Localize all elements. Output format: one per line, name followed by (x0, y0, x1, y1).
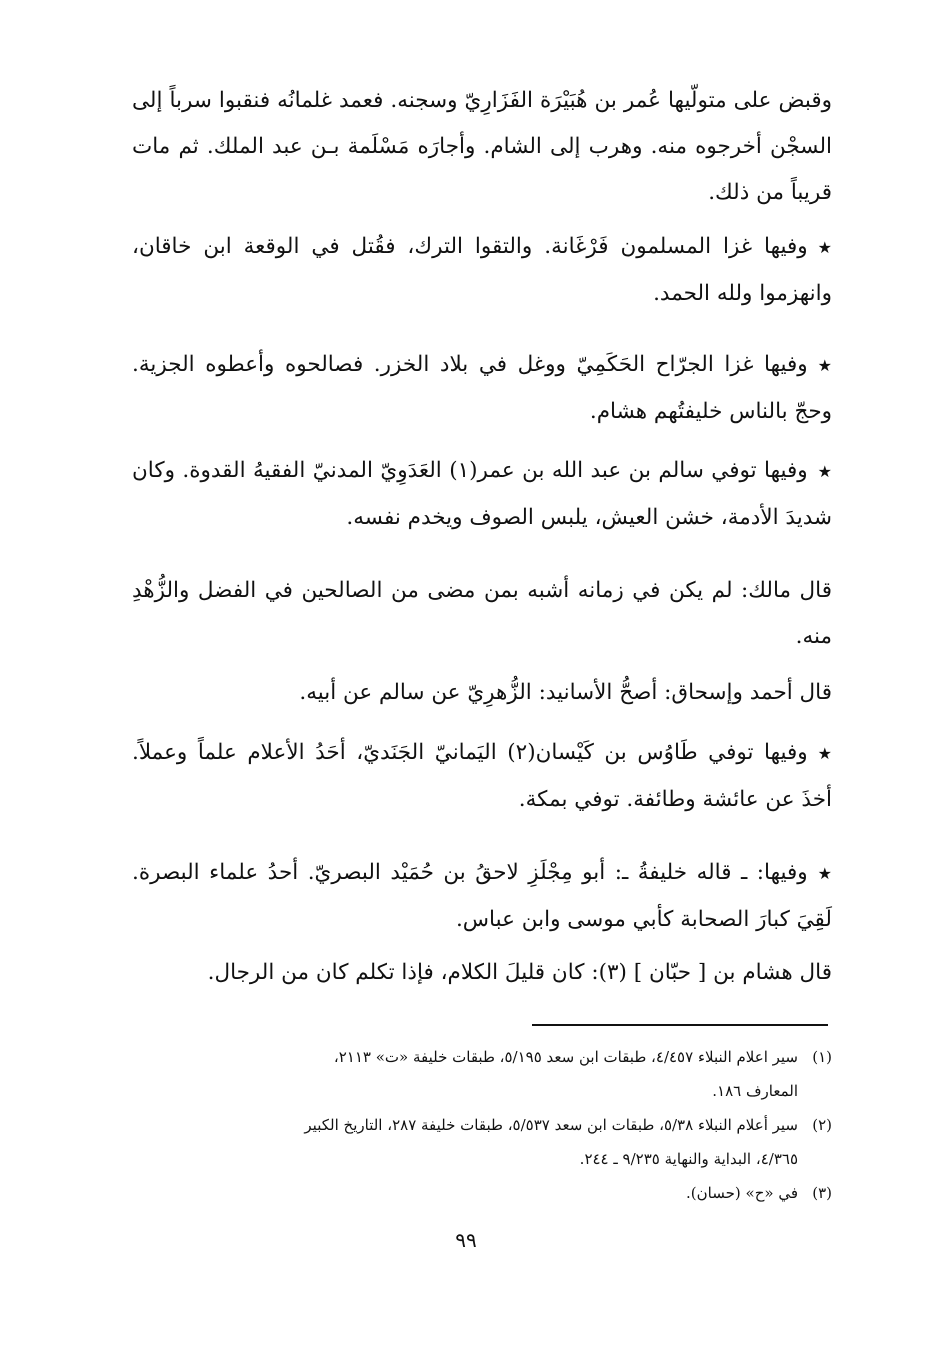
footnote-line (132, 1176, 832, 1210)
paragraph-text: قال هشام بن [ حبّان ] (٣): كان قليلَ الكلام، فإذا تكلم كان من الرجال. (207, 960, 832, 985)
footnote-continuation: المعارف ١٨٦. (712, 1082, 798, 1100)
footnote-text: في «ح» (حسان). (686, 1184, 798, 1202)
footnote-2 (132, 1108, 832, 1176)
paragraph-4 (132, 448, 832, 541)
paragraph-text: وفيها توفي سالم بن عبد الله بن عمر(١) العَدَوِيّ المدنيّ الفقيهُ القدوة. وكان شديدَ الأدمة، خشن العيش، يلبس الصوف ويخدم نفسه. (132, 458, 832, 530)
footnote-text: سير اعلام النبلاء ٤/٤٥٧، طبقات ابن سعد ٥/١٩٥، طبقات خليفة «ت» ٢١١٣، (333, 1048, 798, 1066)
paragraph-9 (132, 950, 868, 996)
paragraph-7 (132, 730, 832, 823)
footnote-line (132, 1040, 832, 1074)
footnote-number: (١) (812, 1048, 832, 1066)
footnote-continuation: ٤/٣٦٥، البداية والنهاية ٩/٢٣٥ ـ ٢٤٤. (579, 1150, 798, 1168)
footnote-line (132, 1108, 832, 1142)
paragraph-1 (132, 78, 832, 216)
paragraph-8 (132, 850, 832, 943)
footnote-text: سير أعلام النبلاء ٥/٣٨، طبقات ابن سعد ٥/٥٣٧، طبقات خليفة ٢٨٧، التاريخ الكبير (304, 1116, 798, 1134)
paragraph-6 (132, 670, 868, 716)
footnote-divider (532, 1024, 828, 1026)
footnote-number: (٣) (812, 1184, 832, 1202)
paragraph-2 (132, 224, 832, 317)
page-number: ٩٩ (455, 1228, 477, 1252)
paragraph-text: وقبض على متولّيها عُمر بن هُبَيْرَة الفَزَارِيّ وسجنه. فعمد غلمانُه فنقبوا سرباً إلى السجْن أخرجوه منه. وهرب إلى الشام. وأجارَه مَسْلَمة بـن عبد الملك. ثم مات قريباً من ذلك. (132, 88, 832, 205)
footnote-1 (132, 1040, 832, 1108)
paragraph-text: وفيها: ـ قاله خليفةُ ـ: أبو مِجْلَزِ لاحقُ بن حُمَيْد البصريّ. أحدُ علماء البصرة. لَقِيَ كبارَ الصحابة كأبي موسى وابن عباس. (132, 860, 832, 932)
star-icon: ★ (817, 462, 832, 481)
footnote-number: (٢) (812, 1116, 832, 1134)
footnote-3 (132, 1176, 832, 1210)
star-icon: ★ (817, 238, 832, 257)
paragraph-text: وفيها توفي طَاوُس بن كَيْسان(٢) اليَمانيّ الجَنَديّ، أحَدُ الأعلام علماً وعملاً. أخذَ عن عائشة وطائفة. توفي بمكة. (132, 740, 832, 812)
paragraph-text: وفيها غزا الجرّاح الحَكَمِيّ ووغل في بلاد الخزر. فصالحوه وأعطوه الجزية. وحجّ بالناس خليفتُهم هشام. (132, 352, 832, 424)
paragraph-5 (132, 568, 868, 660)
paragraph-text: قال أحمد وإسحاق: أصحُّ الأسانيد: الزُّهرِيّ عن سالم عن أبيه. (299, 680, 832, 705)
paragraph-text: وفيها غزا المسلمون فَرْغَانة. والتقوا الترك، فقُتل في الوقعة ابن خاقان، وانهزموا ولله الحمد. (132, 234, 832, 306)
star-icon: ★ (817, 356, 832, 375)
paragraph-text: قال مالك: لم يكن في زمانه أشبه بمن مضى من الصالحين في الفضل والزُّهْدِ منه. (132, 578, 832, 649)
star-icon: ★ (817, 864, 832, 883)
paragraph-3 (132, 342, 832, 435)
star-icon: ★ (817, 744, 832, 763)
